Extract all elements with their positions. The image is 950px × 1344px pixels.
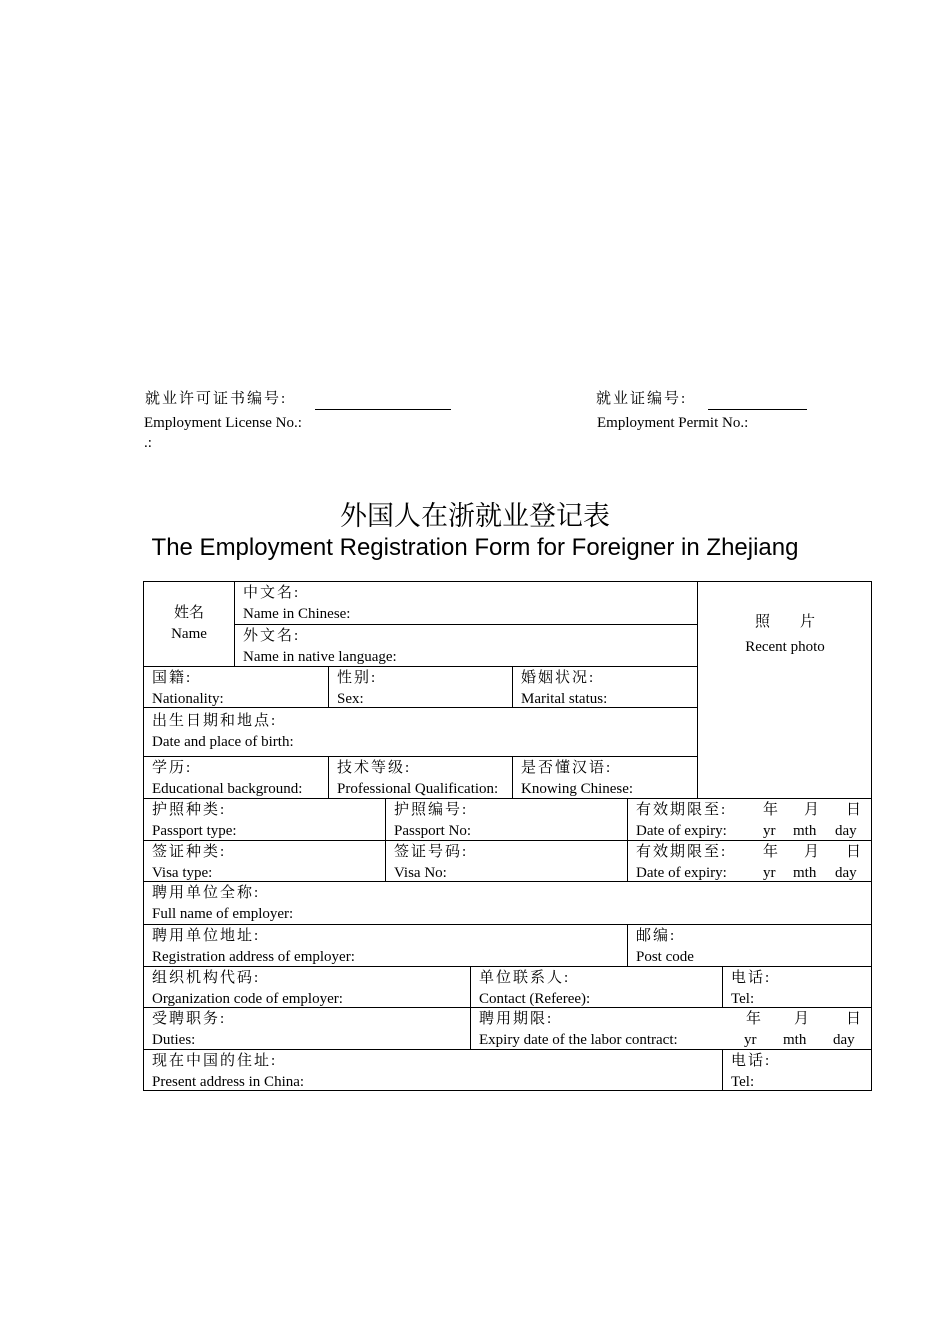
nationality-cell[interactable]	[143, 666, 328, 707]
form-title-en: The Employment Registration Form for Foreigner in Zhejiang	[151, 534, 799, 561]
license-no-extra: .:	[144, 435, 152, 451]
qualification-cell[interactable]	[328, 756, 512, 798]
name-native-label-cn: 外文名:	[243, 628, 301, 644]
day-label-en: day	[835, 823, 857, 839]
visa-no-label-en: Visa No:	[394, 865, 447, 881]
education-cell[interactable]	[143, 756, 328, 798]
sex-cell[interactable]	[328, 666, 512, 707]
birth-label-cn: 出生日期和地点:	[152, 713, 278, 729]
month-label-cn: 月	[794, 1011, 810, 1027]
duties-label-cn: 受聘职务:	[152, 1011, 227, 1027]
tel-cell-2[interactable]	[722, 1049, 871, 1090]
marital-label-en: Marital status:	[521, 691, 608, 707]
marital-cell[interactable]	[512, 666, 697, 707]
year-label-en: yr	[744, 1032, 757, 1048]
sex-label-cn: 性别:	[337, 670, 378, 686]
year-label-cn: 年	[746, 1011, 762, 1027]
visa-no-cell[interactable]	[385, 840, 627, 881]
license-no-label-en: Employment License No.:	[144, 415, 302, 431]
chinese-label-cn: 是否懂汉语:	[521, 760, 613, 776]
year-label-cn: 年	[763, 802, 779, 818]
visa-expiry-label-cn: 有效期限至:	[636, 844, 728, 860]
year-label-en: yr	[763, 865, 776, 881]
post-code-label-en: Post code	[636, 949, 694, 965]
birth-label-en: Date and place of birth:	[152, 734, 294, 750]
contract-cell[interactable]	[470, 1007, 871, 1049]
visa-type-cell[interactable]	[143, 840, 385, 881]
license-no-field[interactable]	[315, 409, 451, 410]
day-label-cn: 日	[846, 802, 862, 818]
sex-label-en: Sex:	[337, 691, 364, 707]
org-code-cell[interactable]	[143, 966, 470, 1007]
license-no-label-cn: 就业许可证书编号:	[145, 391, 288, 407]
visa-no-label-cn: 签证号码:	[394, 844, 469, 860]
passport-expiry-label-en: Date of expiry:	[636, 823, 727, 839]
org-code-label-en: Organization code of employer:	[152, 991, 343, 1007]
passport-no-cell[interactable]	[385, 798, 627, 840]
name-chinese-label-en: Name in Chinese:	[243, 606, 351, 622]
tel2-label-en: Tel:	[731, 1074, 755, 1090]
passport-expiry-label-cn: 有效期限至:	[636, 802, 728, 818]
duties-cell[interactable]	[143, 1007, 470, 1049]
tel-label-cn: 电话:	[731, 970, 772, 986]
address-china-cell[interactable]	[143, 1049, 722, 1090]
name-chinese-label-cn: 中文名:	[243, 585, 301, 601]
chinese-label-en: Knowing Chinese:	[521, 781, 634, 797]
name-chinese-cell[interactable]	[234, 581, 697, 624]
qualification-label-cn: 技术等级:	[337, 760, 412, 776]
education-label-en: Educational background:	[152, 781, 303, 797]
name-native-cell[interactable]	[234, 624, 697, 666]
visa-type-label-en: Visa type:	[152, 865, 213, 881]
education-label-cn: 学历:	[152, 760, 193, 776]
month-label-cn: 月	[804, 844, 820, 860]
passport-type-label-en: Passport type:	[152, 823, 237, 839]
year-label-cn: 年	[763, 844, 779, 860]
permit-no-label-cn: 就业证编号:	[596, 391, 688, 407]
passport-expiry-cell[interactable]	[627, 798, 871, 840]
employer-name-label-cn: 聘用单位全称:	[152, 885, 261, 901]
marital-label-cn: 婚姻状况:	[521, 670, 596, 686]
visa-expiry-cell[interactable]	[627, 840, 871, 881]
day-label-en: day	[835, 865, 857, 881]
contact-cell[interactable]	[470, 966, 722, 1007]
address-china-label-cn: 现在中国的住址:	[152, 1053, 278, 1069]
nationality-label-cn: 国籍:	[152, 670, 193, 686]
photo-label-en: Recent photo	[745, 639, 825, 655]
name-native-label-en: Name in native language:	[243, 649, 397, 665]
address-china-label-en: Present address in China:	[152, 1074, 305, 1090]
passport-type-cell[interactable]	[143, 798, 385, 840]
passport-type-label-cn: 护照种类:	[152, 802, 227, 818]
employer-name-cell[interactable]	[143, 881, 871, 924]
post-code-label-cn: 邮编:	[636, 928, 677, 944]
day-label-en: day	[833, 1032, 855, 1048]
form-title-cn: 外国人在浙就业登记表	[340, 501, 610, 531]
employer-address-label-en: Registration address of employer:	[152, 949, 355, 965]
month-label-en: mth	[793, 865, 817, 881]
chinese-cell[interactable]	[512, 756, 697, 798]
birth-cell[interactable]	[143, 707, 697, 756]
employer-name-label-en: Full name of employer:	[152, 906, 294, 922]
visa-expiry-label-en: Date of expiry:	[636, 865, 727, 881]
passport-no-label-cn: 护照编号:	[394, 802, 469, 818]
nationality-label-en: Nationality:	[152, 691, 224, 707]
visa-type-label-cn: 签证种类:	[152, 844, 227, 860]
passport-no-label-en: Passport No:	[394, 823, 472, 839]
tel-cell[interactable]	[722, 966, 871, 1007]
employer-address-cell[interactable]	[143, 924, 627, 966]
permit-no-label-en: Employment Permit No.:	[597, 415, 749, 431]
org-code-label-cn: 组织机构代码:	[152, 970, 261, 986]
post-code-cell[interactable]	[627, 924, 871, 966]
photo-cell[interactable]	[697, 581, 871, 798]
month-label-en: mth	[783, 1032, 807, 1048]
day-label-cn: 日	[846, 1011, 862, 1027]
employer-address-label-cn: 聘用单位地址:	[152, 928, 261, 944]
name-header-cell	[143, 581, 234, 666]
tel2-label-cn: 电话:	[731, 1053, 772, 1069]
name-header-en: Name	[171, 626, 207, 642]
contract-label-en: Expiry date of the labor contract:	[479, 1032, 678, 1048]
tel-label-en: Tel:	[731, 991, 755, 1007]
photo-label-cn: 照 片	[754, 614, 815, 630]
permit-no-field[interactable]	[708, 409, 807, 410]
year-label-en: yr	[763, 823, 776, 839]
duties-label-en: Duties:	[152, 1032, 196, 1048]
contract-label-cn: 聘用期限:	[479, 1011, 554, 1027]
contact-label-en: Contact (Referee):	[479, 991, 591, 1007]
contact-label-cn: 单位联系人:	[479, 970, 571, 986]
qualification-label-en: Professional Qualification:	[337, 781, 499, 797]
registration-form-table	[143, 581, 872, 1091]
month-label-en: mth	[793, 823, 817, 839]
month-label-cn: 月	[804, 802, 820, 818]
name-header-cn: 姓名	[173, 605, 204, 621]
day-label-cn: 日	[846, 844, 862, 860]
